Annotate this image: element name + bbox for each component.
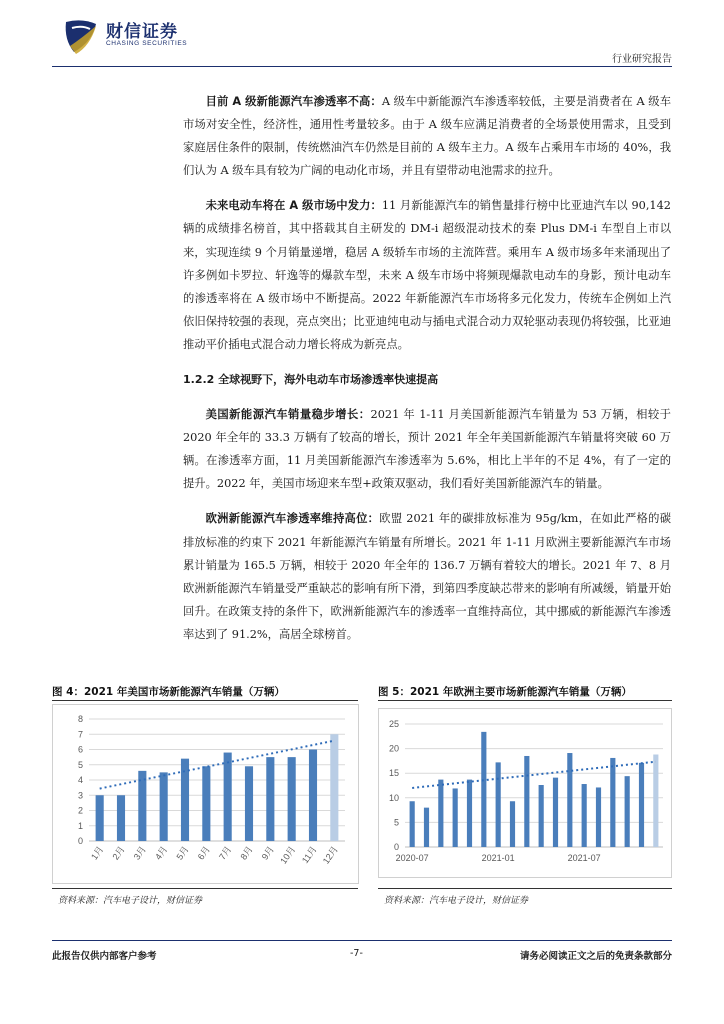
bar: [410, 801, 415, 847]
x-tick-label: 1月: [89, 844, 106, 862]
y-tick-label: 15: [388, 768, 399, 779]
figure-5-source-rule: [378, 888, 672, 889]
us-sales-chart: [53, 705, 358, 883]
body-text: [183, 90, 671, 658]
footer-rule: [52, 940, 672, 941]
paragraph-eu-market: [183, 507, 671, 646]
bar: [309, 750, 317, 842]
bar: [553, 778, 558, 847]
bar: [510, 801, 515, 847]
x-tick-label: 2020-07: [395, 853, 429, 863]
paragraph-text: 2021 年 1-11 月美国新能源汽车销量为 53 万辆，相较于 2020 年全年的 33.3 万辆有了较高的增长，预计 2021 年全年美国新能源汽车销量将突破 60 万辆。在渗透率方面，11 月美国新能源汽车渗透率为 5.6%，相比上半年的不足 4%，有了一定的提升。2022 年，美国市场迎来车型+政策双驱动，我们看好美国新能源汽车的销量。: [183, 408, 671, 491]
x-tick-label: 9月: [259, 844, 276, 862]
paragraph-lead: 目前 A 级新能源汽车渗透率不高：: [205, 95, 382, 108]
x-tick-label: 7月: [217, 844, 234, 862]
bar: [453, 788, 458, 847]
trendline: [412, 762, 656, 788]
y-tick-label: 1: [77, 820, 83, 831]
bar: [653, 755, 658, 847]
paragraph-ev-future: [183, 194, 671, 356]
paragraph-us-market: [183, 403, 671, 495]
bar: [160, 772, 168, 841]
bar: [539, 785, 544, 847]
y-tick-label: 7: [77, 729, 83, 740]
bar: [596, 787, 601, 847]
y-tick-label: 20: [388, 743, 399, 754]
bar: [224, 753, 232, 841]
y-tick-label: 0: [393, 842, 399, 852]
bar: [481, 732, 486, 847]
eu-sales-chart: [379, 709, 671, 877]
figure-4-source: 资料来源：汽车电子设计，财信证券: [58, 896, 203, 906]
paragraph-lead: 美国新能源汽车销量稳步增长：: [205, 408, 371, 422]
x-tick-label: 2021-01: [481, 853, 515, 863]
bar: [467, 780, 472, 847]
bar: [582, 784, 587, 847]
section-title: 1.2.2 全球视野下，海外电动车市场渗透率快速提高: [183, 373, 439, 387]
footer-disclaimer-left: 此报告仅供内部客户参考: [52, 951, 157, 962]
paragraph-text: A 级车中新能源汽车渗透率较低，主要是消费者在 A 级车市场对安全性，经济性，通用性考量较多。由于 A 级车应满足消费者的全场景使用需求，且受到家庭居住条件的限制，传统燃油汽车仍然是目前的 A 级车主力。A 级车占乘用车市场的 40%，我们认为 A 级车具有较为广阔的电动化市场，并且有望带动电池需求的拉升。: [183, 95, 671, 178]
header-rule: [52, 66, 672, 67]
bar: [567, 753, 572, 847]
figure-4-title: 图 4：2021 年美国市场新能源汽车销量（万辆）: [52, 686, 285, 698]
y-tick-label: 5: [77, 759, 83, 770]
bar: [639, 763, 644, 847]
bar: [625, 776, 630, 847]
company-logo-icon: [62, 16, 100, 56]
x-tick-label: 5月: [174, 844, 191, 862]
figure-5-rule: [378, 700, 672, 701]
bar: [288, 757, 296, 841]
y-tick-label: 6: [77, 744, 83, 755]
bar: [438, 780, 443, 847]
figure-4-source-rule: [52, 888, 358, 889]
bar: [96, 795, 104, 841]
x-tick-label: 10月: [278, 844, 298, 866]
figure-4-chart: [52, 704, 359, 884]
y-tick-label: 25: [388, 719, 399, 729]
paragraph-lead: 欧洲新能源汽车渗透率维持高位：: [205, 512, 380, 526]
y-tick-label: 4: [77, 775, 83, 785]
paragraph-lead: 未来电动车将在 A 级市场中发力：: [205, 199, 382, 213]
bar: [245, 766, 253, 841]
footer-disclaimer-right: 请务必阅读正文之后的免责条款部分: [519, 951, 672, 962]
y-tick-label: 0: [77, 836, 83, 846]
bar: [266, 757, 274, 841]
paragraph-text: 11 月新能源汽车的销售量排行榜中比亚迪汽车以 90,142 辆的成绩排名榜首，其中搭载其自主研发的 DM-i 超级混动技术的秦 Plus DM-i 车型自上市以来，实现连续 9 个月销量递增，稳居 A 级轿车市场的主流阵营。乘用车 A 级市场多年来涌现出了许多例如卡罗拉、轩逸等的爆款车型，未来 A 级车市场中将频现爆款电动车的身影，预计电动车的渗透率将在 A 级市场中不断提高。2022 年新能源汽车市场将多元化发力，传统车企例如上汽依旧保持较强的表现，亮点突出；比亚迪纯电动与插电式混合动力双轮驱动表现仍将较强，比亚迪推动平价插电式混合动力增长将成为新亮点。: [183, 199, 671, 351]
figure-5-source: 资料来源：汽车电子设计，财信证券: [384, 896, 529, 906]
bar: [117, 795, 125, 841]
x-tick-label: 4月: [153, 844, 170, 862]
x-tick-label: 2021-07: [567, 853, 601, 863]
bar: [496, 762, 501, 847]
figure-4-rule: [52, 700, 358, 701]
figure-5-chart: [378, 708, 672, 878]
x-tick-label: 8月: [238, 844, 255, 862]
x-tick-label: 11月: [299, 844, 319, 866]
y-tick-label: 3: [77, 790, 83, 801]
paragraph-a-class: [183, 90, 671, 182]
x-tick-label: 3月: [131, 844, 148, 862]
brand-name-cn: 财信证券: [106, 22, 178, 42]
bar: [330, 734, 338, 841]
paragraph-text: 欧盟 2021 年的碳排放标准为 95g/km，在如此严格的碳排放标准的约束下 2021 年新能源汽车销量有所增长。2021 年 1-11 月欧洲主要新能源汽车市场累计销量为 165.5 万辆，相较于 2020 年全年的 136.7 万辆有着较大的增长。2021 年 7、8 月欧洲新能源汽车销量受严重缺芯的影响有所下滑，到第四季度缺芯带来的影响有所减缓，销量开始回升。在政策支持的条件下，欧洲新能源汽车的渗透率一直维持高位，其中挪威的新能源汽车渗透率达到了 91.2%，高居全球榜首。: [183, 512, 671, 641]
y-tick-label: 2: [77, 805, 83, 816]
bar: [181, 759, 189, 841]
y-tick-label: 8: [77, 714, 83, 724]
y-tick-label: 5: [393, 817, 399, 828]
figure-5-title: 图 5：2021 年欧洲主要市场新能源汽车销量（万辆）: [378, 686, 632, 698]
x-tick-label: 12月: [320, 844, 340, 866]
brand-name-en: CHASING SECURITIES: [106, 40, 188, 47]
bar: [524, 756, 529, 847]
bar: [424, 808, 429, 847]
x-tick-label: 6月: [195, 844, 212, 862]
bar: [202, 766, 210, 841]
bar: [610, 758, 615, 847]
page-number: -7-: [350, 948, 363, 959]
report-type: 行业研究报告: [612, 54, 672, 65]
y-tick-label: 10: [388, 792, 399, 803]
x-tick-label: 2月: [110, 844, 127, 862]
